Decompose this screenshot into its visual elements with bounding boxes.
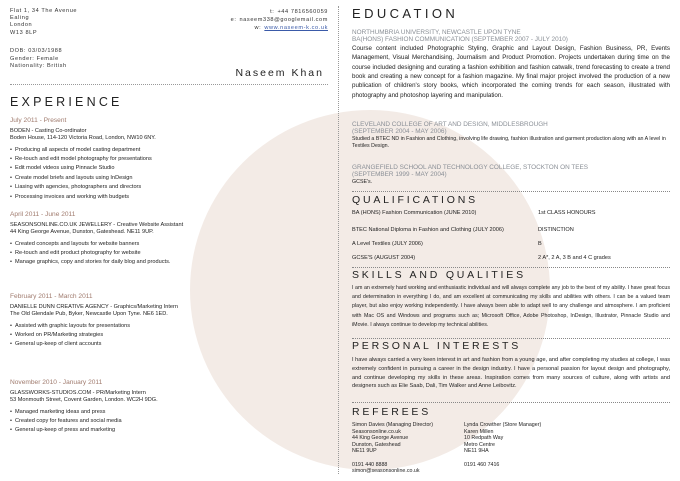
- duty-item: • Worked on PR/Marketing strategies: [10, 331, 328, 340]
- job-entry: [10, 117, 328, 202]
- gender: Gender: Female: [10, 55, 59, 62]
- address-line: Ealing: [10, 15, 30, 22]
- qualification-grade: DISTINCTION: [538, 227, 574, 233]
- job-title: SEASONSONLINE.CO.UK JEWELLERY - Creative Website Assistant: [10, 222, 184, 228]
- interests-heading: PERSONAL INTERESTS: [352, 340, 522, 352]
- institution-name: GRANGEFIELD SCHOOL AND TECHNOLOGY COLLEGE, STOCKTON ON TEES: [352, 164, 589, 171]
- job-duties: [10, 322, 328, 350]
- job-address: The Old Glendale Pub, Byker, Newcastle Upon Tyne. NE6 1ED.: [10, 310, 168, 317]
- education-entry: [352, 164, 670, 186]
- job-address: Boden House, 114-120 Victoria Road, London, NW10 6NY.: [10, 134, 156, 141]
- candidate-name: Naseem Khan: [235, 67, 324, 79]
- address-line: Flat 1, 34 The Avenue: [10, 8, 78, 14]
- duty-item: • Edit model videos using Pinnacle Studio: [10, 164, 328, 173]
- interests-text: I have always carried a very keen interest in art and fashion from a young age, and after completing my studies at college, I was extremely confident in pursuing a career in the design industry. I have a personal passion for layout design and photography, and continue developing my skills in these areas. Inspiration comes from many sources of culture, along with artists and designers such as Elie Saab, Dali, Tim Walker and Anne Leibovitz.: [352, 357, 670, 390]
- referee-spacer: [464, 455, 541, 462]
- duty-item: • Create model briefs and layouts using InDesign: [10, 174, 328, 183]
- right-column: [352, 6, 670, 476]
- course-title: BA(HONS) FASHION COMMUNICATION (SEPTEMBER 2007 - JULY 2010): [352, 36, 568, 44]
- duty-item: • Assisted with graphic layouts for presentations: [10, 322, 328, 331]
- personal-details: [10, 48, 67, 71]
- address-block: [10, 8, 77, 37]
- duty-item: • Managed marketing ideas and press: [10, 408, 328, 417]
- job-entry: [10, 379, 328, 436]
- referee-card: [352, 422, 433, 475]
- duty-item: • General up-keep of client accounts: [10, 340, 328, 349]
- job-entry: [10, 293, 328, 350]
- referee-company: Seasonsonline.co.uk: [352, 428, 401, 435]
- referee-spacer: [352, 455, 433, 462]
- qualifications-heading: QUALIFICATIONS: [352, 194, 478, 206]
- phone-key: t:: [270, 9, 275, 15]
- job-title: GLASSWORKS-STUDIOS.COM - PR/Marketing Intern: [10, 390, 146, 396]
- email-key: e:: [230, 17, 237, 23]
- job-duties: [10, 240, 328, 268]
- skills-text: I am an extremely hard working and enthusiastic individual and will always complete any job to the best of my ability. I have great focus and determination in everything I do, and am excellent at communicating my skills and abilities with others. I can be a valued team player, but also enjoy working independently. I have always been able to adapt well to any challenge and atmosphere. I am proficient with Mac OS and Windows and programs such as; Microsoft Office, Adobe Photoshop, InDesign, Illustrator, Pinnacle Studio and iMovie. I always continue to develop my technical abilities.: [352, 285, 670, 328]
- duty-item: • Re-touch and edit model photography for presentations: [10, 155, 328, 164]
- institution-name: NORTHUMBRIA UNIVERSITY, NEWCASTLE UPON TYNE: [352, 29, 521, 36]
- experience-heading: EXPERIENCE: [10, 95, 123, 109]
- dob: DOB: 03/03/1988: [10, 48, 63, 54]
- referee-address: Metro Centre: [464, 441, 495, 448]
- referee-postcode: NE11 9UP: [352, 448, 377, 455]
- duty-item: • Liasing with agencies, photographers and directors: [10, 183, 328, 192]
- course-description: Studied a BTEC ND in Fashion and Clothing, involving life drawing, fashion illustration and garment production along with an A level in Textiles Design.: [352, 135, 666, 150]
- header-rule: [10, 84, 328, 85]
- job-duties: [10, 146, 328, 202]
- column-divider: [338, 6, 339, 474]
- qualification-name: BA (HONS) Fashion Communication (JUNE 2010): [352, 210, 477, 216]
- referee-email[interactable]: simon@seasonsonline.co.uk: [352, 468, 420, 475]
- duty-item: • Created concepts and layouts for website banners: [10, 240, 328, 249]
- duty-item: • Manage graphics, copy and stories for daily blog and products.: [10, 258, 328, 267]
- section-rule: [352, 402, 670, 403]
- education-entry: [352, 29, 670, 100]
- job-title: DANIELLE DUNN CREATIVE AGENCY - Graphics/Marketing Intern: [10, 304, 178, 310]
- web-key: w:: [254, 25, 262, 31]
- contact-block: [223, 8, 329, 32]
- duty-item: • Created copy for features and social media: [10, 417, 328, 426]
- qualification-name: A Level Textiles (JULY 2006): [352, 241, 423, 247]
- referee-company: Karen Millen: [464, 428, 494, 435]
- referee-name: Lynda Crowther (Store Manager): [464, 422, 542, 428]
- job-role: [10, 222, 328, 236]
- job-role: [10, 304, 328, 318]
- referee-card: [464, 422, 541, 468]
- education-entry: [352, 121, 670, 151]
- job-period: July 2011 - Present: [10, 117, 67, 124]
- referees-heading: REFEREES: [352, 406, 431, 418]
- job-entry: [10, 211, 328, 268]
- job-role: [10, 390, 328, 404]
- course-description: GCSE's.: [352, 178, 373, 185]
- referee-phone: 0191 460 7416: [464, 461, 500, 468]
- duty-item: • Processing invoices and working with budgets: [10, 193, 328, 202]
- job-title: BODEN - Casting Co-ordinator: [10, 128, 87, 134]
- institution: [352, 164, 670, 179]
- skills-heading: SKILLS AND QUALITIES: [352, 269, 526, 281]
- referee-postcode: NE11 9HA: [464, 448, 489, 455]
- address-line: London: [10, 22, 33, 29]
- job-period: November 2010 - January 2011: [10, 379, 103, 386]
- job-duties: [10, 408, 328, 436]
- course-description: Course content included Photographic Styling, Graphic and Layout Design, Fashion Business, PR, Events Management, Visual Merchandising, Journalism and Product Promotion. Projects undertaken during time on the course included designing and curating a fashion exhibition and fashion catwalk, trend forecasting to create a trend book and creating a new concept for a fashion magazine. My final major project involved the production of a new publication of children's story books, which incorporated the coming trends for each season, illustrated with photography and photoshop layering and manipulation.: [352, 44, 670, 99]
- institution: [352, 29, 670, 44]
- course-dates: (SEPTEMBER 1999 - MAY 2004): [352, 171, 447, 179]
- nationality: Nationality: British: [10, 63, 67, 69]
- section-rule: [352, 267, 670, 268]
- job-role: [10, 128, 328, 142]
- email-link[interactable]: naseem338@googlemail.com: [239, 17, 328, 23]
- referee-address: 44 King George Avenue: [352, 435, 409, 442]
- referee-address: 10 Redpath Way: [464, 435, 504, 442]
- duty-item: • Re-touch and edit product photography for website: [10, 249, 328, 258]
- section-rule: [352, 338, 670, 339]
- referee-address: Dunston, Gateshead: [352, 441, 401, 448]
- section-rule: [352, 191, 670, 192]
- phone-value: +44 7816560059: [277, 9, 328, 15]
- job-address: 53 Monmouth Street, Covent Garden, London. WC2H 9DG.: [10, 396, 158, 403]
- qualification-name: BTEC National Diploma in Fashion and Clothing (JULY 2006): [352, 227, 504, 233]
- qualification-grade: B: [538, 241, 542, 247]
- duty-item: • Producing all aspects of model casting department: [10, 146, 328, 155]
- course-dates: (SEPTEMBER 2004 - MAY 2006): [352, 128, 447, 136]
- website-link[interactable]: www.naseem-k.co.uk: [264, 25, 328, 31]
- job-address: 44 King George Avenue, Dunston, Gateshead. NE11 9UP.: [10, 228, 154, 235]
- job-period: February 2011 - March 2011: [10, 293, 93, 300]
- referee-phone: 0191 440 8888: [352, 461, 388, 468]
- institution: [352, 121, 670, 136]
- qualification-grade: 2 A*, 2 A, 3 B and 4 C grades: [538, 255, 611, 261]
- qualification-name: GCSE'S (AUGUST 2004): [352, 255, 416, 261]
- qualification-grade: 1st CLASS HONOURS: [538, 210, 596, 216]
- job-period: April 2011 - June 2011: [10, 211, 76, 218]
- referee-name: Simon Davies (Managing Director): [352, 422, 433, 428]
- duty-item: • General up-keep of press and marketing: [10, 426, 328, 435]
- education-heading: EDUCATION: [352, 6, 459, 21]
- institution-name: CLEVELAND COLLEGE OF ART AND DESIGN, MIDDLESBROUGH: [352, 121, 548, 128]
- address-line: W13 8LP: [10, 29, 38, 36]
